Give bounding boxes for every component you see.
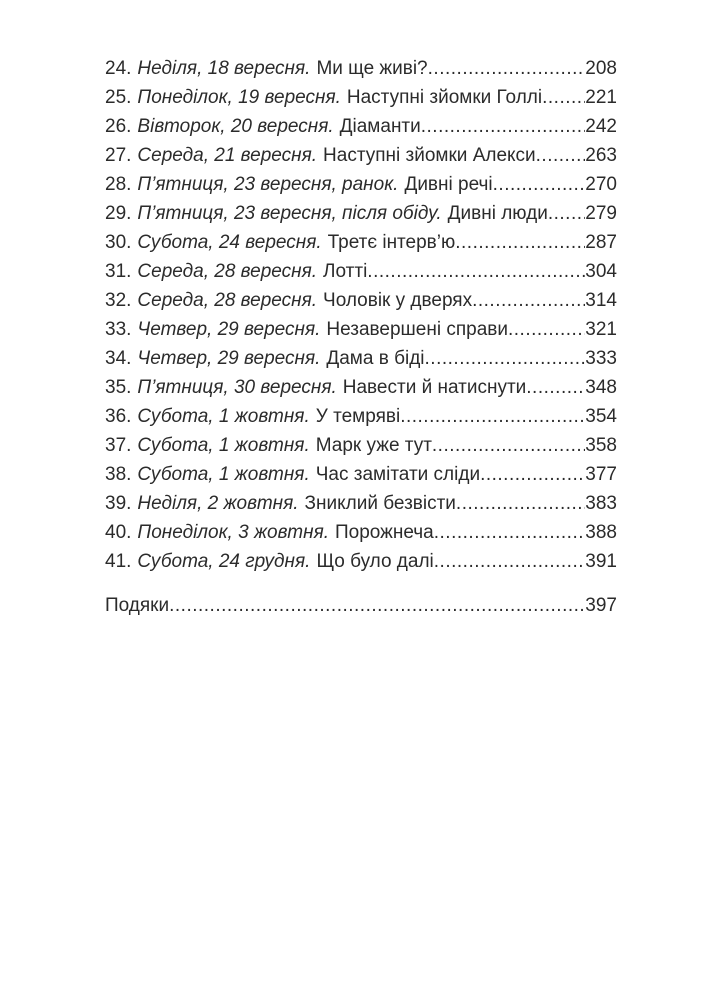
page-number: 383 [585,493,617,514]
toc-entry [105,460,617,489]
dot-leader [493,170,586,199]
toc-entry [105,257,617,286]
page-number: 304 [585,261,617,282]
chapter-date: П’ятниця, 23 вересня, ранок. [137,174,399,195]
chapter-title: Дивні речі [404,174,493,195]
chapter-title: Діаманти [339,116,421,137]
dot-leader [455,228,585,257]
page-number: 354 [585,406,617,427]
chapter-title: Незавершені справи [326,319,508,340]
chapter-title: Порожнеча [335,522,434,543]
dot-leader [480,460,585,489]
chapter-title: Наступні зйомки Голлі [346,87,543,108]
toc-entry [105,199,617,228]
chapter-number: 41. [105,551,132,572]
toc-entry [105,83,617,112]
page-number: 388 [585,522,617,543]
chapter-date: Четвер, 29 вересня. [137,319,321,340]
chapter-number: 30. [105,232,132,253]
toc-entry [105,112,617,141]
toc-entry [105,170,617,199]
toc-entry [105,547,617,576]
page-number: 377 [585,464,617,485]
toc-entry [105,315,617,344]
chapter-number: 33. [105,319,132,340]
chapter-date: Четвер, 29 вересня. [137,348,321,369]
page-number: 321 [585,319,617,340]
chapter-title: Лотті [323,261,368,282]
page-number: 397 [585,595,617,616]
chapter-number: 29. [105,203,132,224]
toc-entry [105,431,617,460]
dot-leader [472,286,585,315]
dot-leader [169,591,585,620]
chapter-date: Субота, 1 жовтня. [137,464,310,485]
chapter-number: 37. [105,435,132,456]
dot-leader [421,112,586,141]
chapter-date: Середа, 28 вересня. [137,261,318,282]
chapter-title: Марк уже тут [315,435,432,456]
chapter-date: Понеділок, 19 вересня. [137,87,341,108]
chapter-number: 38. [105,464,132,485]
dot-leader [400,402,585,431]
chapter-number: 27. [105,145,132,166]
dot-leader [428,54,586,83]
chapter-number: 35. [105,377,132,398]
toc-entry-list [105,54,617,576]
chapter-number: 31. [105,261,132,282]
chapter-date: Вівторок, 20 вересня. [137,116,334,137]
page-number: 279 [585,203,617,224]
chapter-date: Субота, 24 грудня. [137,551,311,572]
chapter-date: П’ятниця, 30 вересня. [137,377,337,398]
chapter-date: Субота, 24 вересня. [137,232,322,253]
dot-leader [432,431,585,460]
page-number: 270 [585,174,617,195]
acknowledgments-label: Подяки [105,595,170,616]
chapter-title: Наступні зйомки Алекси [323,145,536,166]
page-number: 208 [585,58,617,79]
toc-entry-acknowledgments [105,591,617,620]
chapter-date: Субота, 1 жовтня. [137,435,310,456]
chapter-title: Навести й натиснути [342,377,527,398]
chapter-title: Третє інтерв’ю [327,232,456,253]
chapter-title: У темряві [315,406,401,427]
toc-entry [105,54,617,83]
chapter-date: Середа, 28 вересня. [137,290,318,311]
page-number: 221 [585,87,617,108]
chapter-date: Субота, 1 жовтня. [137,406,310,427]
toc-entry [105,373,617,402]
dot-leader [425,344,586,373]
toc-entry [105,518,617,547]
chapter-number: 25. [105,87,132,108]
toc-entry [105,402,617,431]
dot-leader [434,547,586,576]
dot-leader [536,141,586,170]
dot-leader [367,257,585,286]
chapter-title: Чоловік у дверях [323,290,473,311]
page-number: 314 [585,290,617,311]
page-number: 348 [585,377,617,398]
dot-leader [456,489,585,518]
chapter-title: Дама в біді [326,348,425,369]
dot-leader [508,315,585,344]
page-number: 287 [585,232,617,253]
dot-leader [548,199,585,228]
page-number: 242 [585,116,617,137]
chapter-title: Що було далі [316,551,434,572]
toc-entry [105,344,617,373]
chapter-number: 36. [105,406,132,427]
chapter-title: Ми ще живі? [316,58,428,79]
chapter-number: 39. [105,493,132,514]
chapter-number: 34. [105,348,132,369]
chapter-number: 40. [105,522,132,543]
dot-leader [434,518,586,547]
chapter-title: Час замітати сліди [315,464,481,485]
toc-entry [105,228,617,257]
chapter-number: 24. [105,58,132,79]
page-number: 358 [585,435,617,456]
page-number: 391 [585,551,617,572]
chapter-number: 26. [105,116,132,137]
chapter-number: 28. [105,174,132,195]
toc-entry [105,286,617,315]
chapter-date: Понеділок, 3 жовтня. [137,522,329,543]
page-number: 263 [585,145,617,166]
chapter-number: 32. [105,290,132,311]
dot-leader [526,373,585,402]
dot-leader [542,83,585,112]
chapter-date: Середа, 21 вересня. [137,145,318,166]
toc-entry [105,489,617,518]
chapter-title: Дивні люди [447,203,548,224]
chapter-title: Зниклий безвісти [304,493,456,514]
table-of-contents [105,54,617,620]
page-number: 333 [585,348,617,369]
toc-entry [105,141,617,170]
chapter-date: Неділя, 18 вересня. [137,58,311,79]
chapter-date: П’ятниця, 23 вересня, після обіду. [137,203,442,224]
chapter-date: Неділя, 2 жовтня. [137,493,299,514]
